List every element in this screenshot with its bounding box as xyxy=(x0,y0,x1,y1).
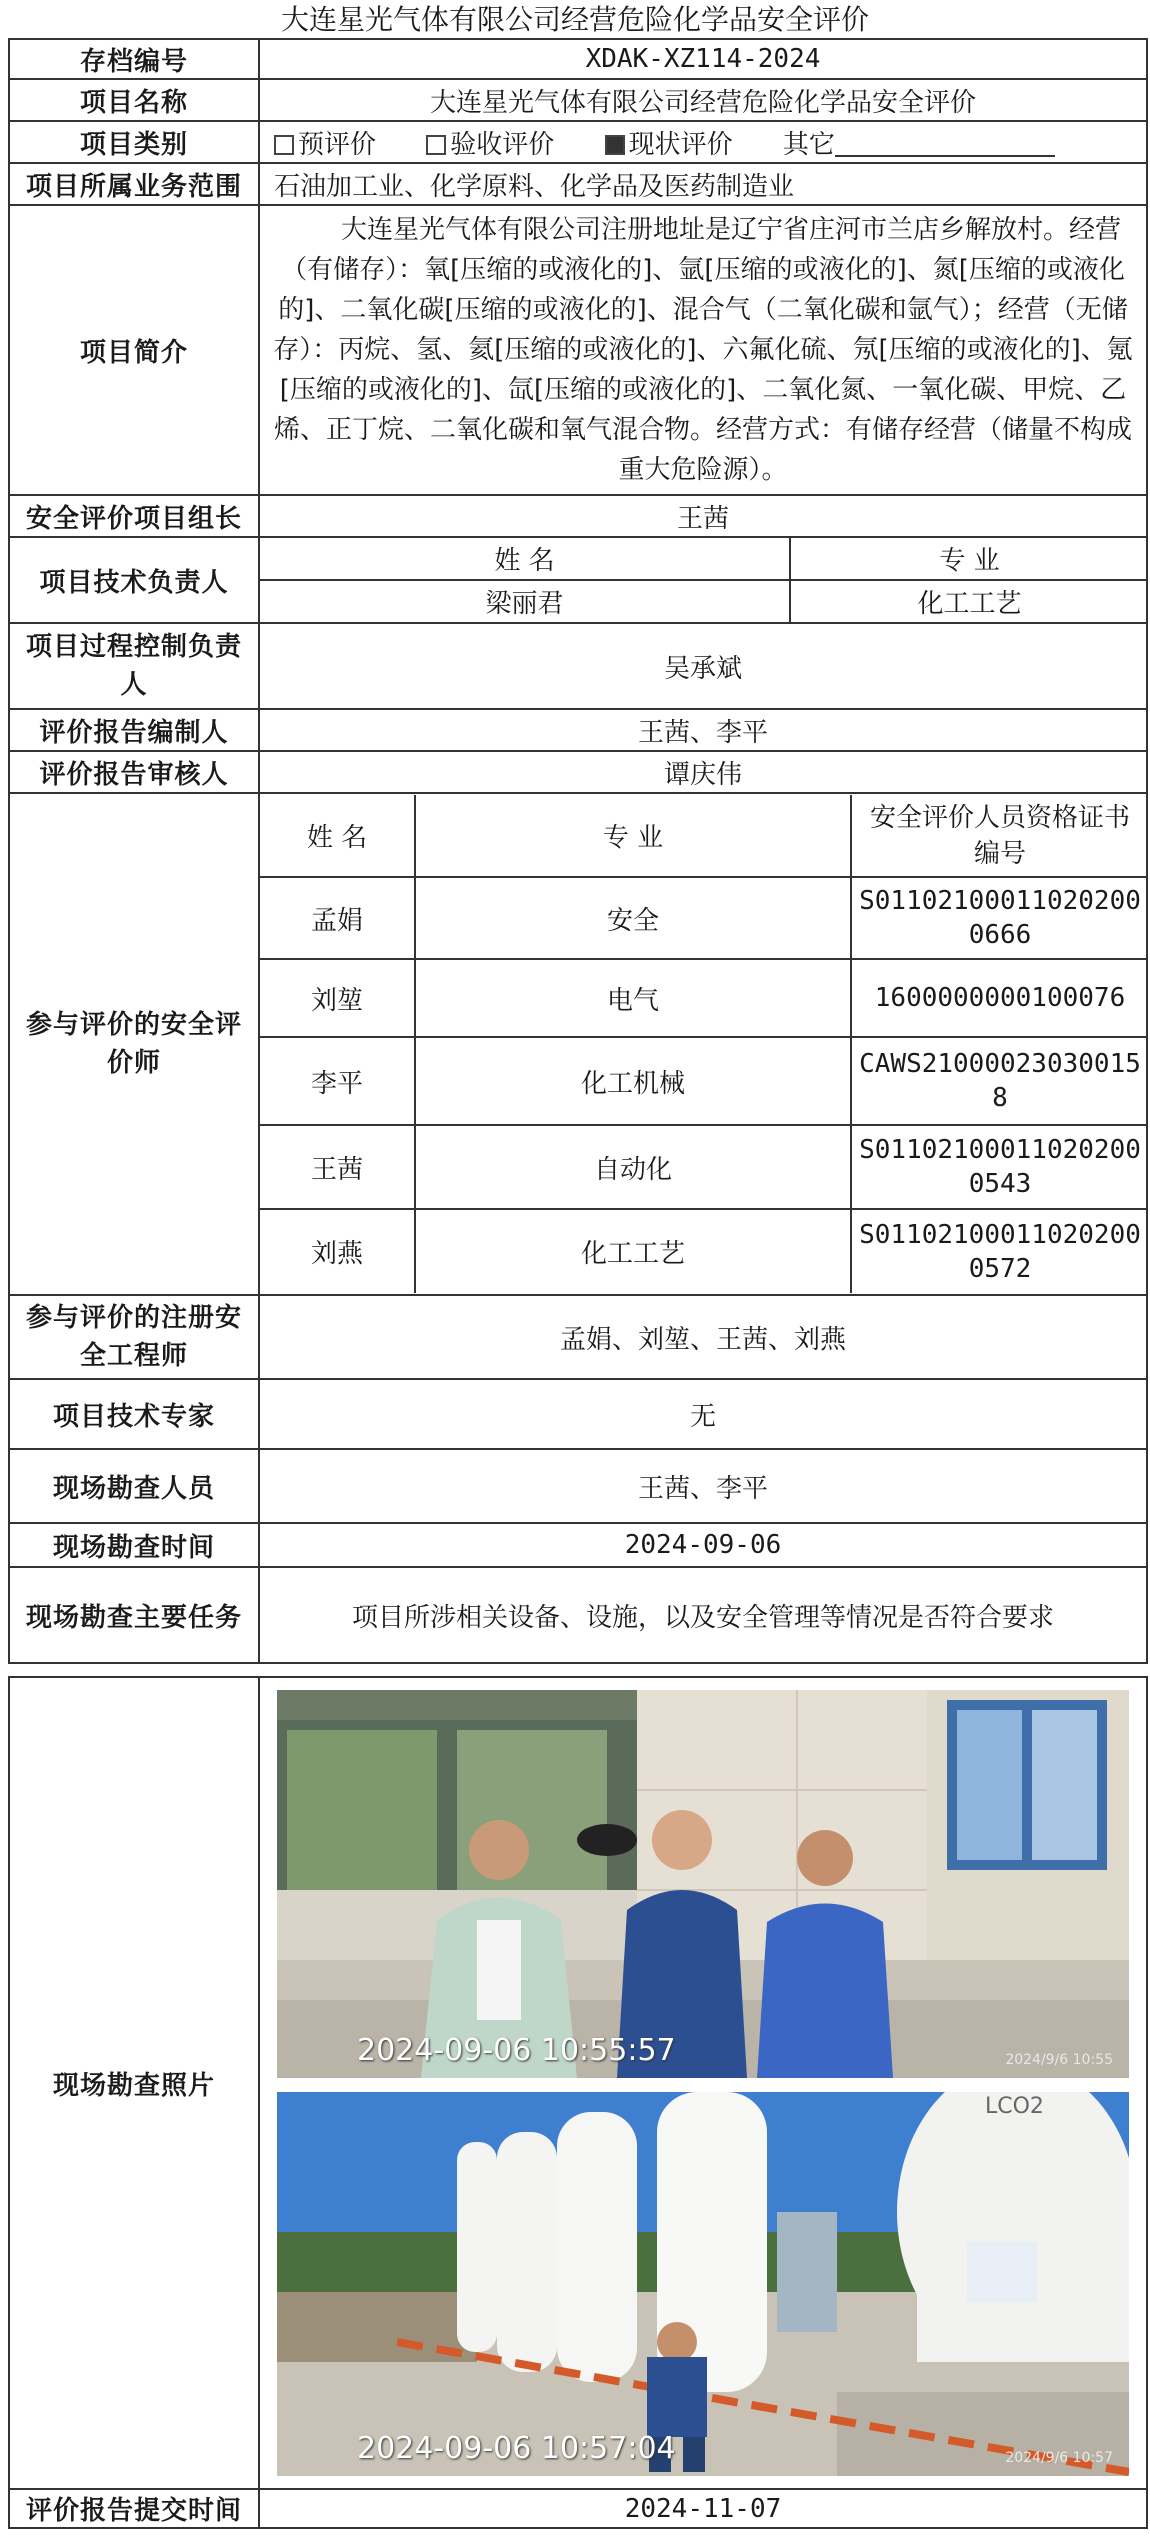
business-scope-label: 项目所属业务范围 xyxy=(9,163,259,205)
project-intro-value xyxy=(259,205,1147,495)
site-staff-label: 现场勘查人员 xyxy=(9,1449,259,1523)
tech-lead-label: 项目技术负责人 xyxy=(9,537,259,623)
row-process-lead xyxy=(9,623,1147,709)
project-intro-label: 项目简介 xyxy=(9,205,259,495)
site-photos-table xyxy=(8,1676,1148,2529)
row-project-intro xyxy=(9,205,1147,495)
row-submit-date xyxy=(9,2489,1147,2528)
photo-2-small-timestamp: 2024/9/6 10:57 xyxy=(1005,2450,1113,2466)
assessor-major: 电气 xyxy=(415,959,851,1037)
archive-no-value: XDAK-XZ114-2024 xyxy=(259,39,1147,79)
tech-lead-major-header: 专 业 xyxy=(790,538,1147,580)
document-title: 大连星光气体有限公司经营危险化学品安全评价 xyxy=(280,3,869,36)
assessor-name: 刘堃 xyxy=(260,959,415,1037)
photo-2-timestamp: 2024-09-06 10:57:04 xyxy=(357,2431,676,2466)
registered-engineers-value: 孟娟、刘堃、王茜、刘燕 xyxy=(259,1295,1147,1379)
process-lead-label: 项目过程控制负责人 xyxy=(9,623,259,709)
tech-expert-value: 无 xyxy=(259,1379,1147,1449)
row-site-photos xyxy=(9,1677,1147,2489)
assessor-cert: CAWS210000230300158 xyxy=(851,1037,1147,1125)
assessor-cert: S011021000110202000572 xyxy=(851,1209,1147,1293)
business-scope-value: 石油加工业、化学原料、化学品及医药制造业 xyxy=(259,163,1147,205)
assessor-cert: S011021000110202000666 xyxy=(851,877,1147,959)
row-tech-lead xyxy=(9,537,1147,623)
category-option-pre[interactable] xyxy=(274,130,376,160)
report-reviewer-label: 评价报告审核人 xyxy=(9,751,259,793)
process-lead-value: 吴承斌 xyxy=(259,623,1147,709)
row-report-author xyxy=(9,709,1147,751)
site-date-label: 现场勘查时间 xyxy=(9,1523,259,1567)
row-site-tasks xyxy=(9,1567,1147,1663)
project-name-label: 项目名称 xyxy=(9,79,259,121)
checkbox-checked-icon xyxy=(605,135,625,155)
checkbox-unchecked-icon xyxy=(274,135,294,155)
site-photo-2-image xyxy=(277,2092,1129,2476)
row-project-category xyxy=(9,121,1147,163)
tech-lead-name: 梁丽君 xyxy=(260,580,790,622)
assessor-major: 化工机械 xyxy=(415,1037,851,1125)
assessors-header-row xyxy=(260,795,1147,877)
row-report-reviewer xyxy=(9,751,1147,793)
tech-lead-major: 化工工艺 xyxy=(790,580,1147,622)
project-category-label: 项目类别 xyxy=(9,121,259,163)
row-business-scope xyxy=(9,163,1147,205)
archive-no-label: 存档编号 xyxy=(9,39,259,79)
category-option-acceptance-label: 验收评价 xyxy=(450,129,555,160)
assessor-name: 刘燕 xyxy=(260,1209,415,1293)
category-option-current-label: 现状评价 xyxy=(628,129,733,160)
assessor-major: 安全 xyxy=(415,877,851,959)
tech-lead-name-header: 姓 名 xyxy=(260,538,790,580)
assessment-form-table xyxy=(8,38,1148,1664)
submit-date-value: 2024-11-07 xyxy=(259,2489,1147,2528)
site-photo-1-image xyxy=(277,1690,1129,2078)
row-site-date xyxy=(9,1523,1147,1567)
assessor-name: 孟娟 xyxy=(260,877,415,959)
team-leader-label: 安全评价项目组长 xyxy=(9,495,259,537)
project-intro-text: 大连星光气体有限公司注册地址是辽宁省庄河市兰店乡解放村。经营（有储存）：氧[压缩的或液化的]、氩[压缩的或液化的]、氮[压缩的或液化的]、二氧化碳[压缩的或液化的]、混合气（二氧化碳和氩气）；经营（无储存）：丙烷、氢、氦[压缩的或液化的]、六氟化硫、氖[压缩的或液化的]、氪[压缩的或液化的]、氙[压缩的或液化的]、二氧化氮、一氧化碳、甲烷、乙烯、正丁烷、二氧化碳和氧气混合物。经营方式：有储存经营（储量不构成重大危险源）。 xyxy=(273,215,1133,485)
assessors-cell xyxy=(259,793,1147,1295)
assessor-name: 李平 xyxy=(260,1037,415,1125)
submit-date-label: 评价报告提交时间 xyxy=(9,2489,259,2528)
category-option-current[interactable] xyxy=(605,130,733,160)
report-author-label: 评价报告编制人 xyxy=(9,709,259,751)
photo-1-small-timestamp: 2024/9/6 10:55 xyxy=(1005,2052,1113,2068)
category-option-other-label: 其它 xyxy=(782,129,835,160)
category-option-other xyxy=(783,130,1055,160)
category-option-pre-label: 预评价 xyxy=(298,129,377,160)
category-option-acceptance[interactable] xyxy=(426,130,554,160)
assessors-header-cert: 安全评价人员资格证书编号 xyxy=(851,795,1147,877)
site-photos-cell xyxy=(259,1677,1147,2489)
site-date-value: 2024-09-06 xyxy=(259,1523,1147,1567)
site-staff-value: 王茜、李平 xyxy=(259,1449,1147,1523)
row-team-leader xyxy=(9,495,1147,537)
row-archive-no xyxy=(9,39,1147,79)
row-site-staff xyxy=(9,1449,1147,1523)
assessor-major: 自动化 xyxy=(415,1125,851,1209)
row-registered-engineers xyxy=(9,1295,1147,1379)
row-tech-expert xyxy=(9,1379,1147,1449)
table-row xyxy=(260,877,1147,959)
assessors-label: 参与评价的安全评价师 xyxy=(9,793,259,1295)
assessors-header-major: 专 业 xyxy=(415,795,851,877)
assessor-cert: S011021000110202000543 xyxy=(851,1125,1147,1209)
tech-expert-label: 项目技术专家 xyxy=(9,1379,259,1449)
table-row xyxy=(260,1125,1147,1209)
site-photos-label: 现场勘查照片 xyxy=(9,1677,259,2489)
site-tasks-value: 项目所涉相关设备、设施，以及安全管理等情况是否符合要求 xyxy=(259,1567,1147,1663)
assessors-header-name: 姓 名 xyxy=(260,795,415,877)
table-row xyxy=(260,1037,1147,1125)
assessor-name: 王茜 xyxy=(260,1125,415,1209)
checkbox-unchecked-icon xyxy=(426,135,446,155)
assessor-cert: 1600000000100076 xyxy=(851,959,1147,1037)
project-name-value: 大连星光气体有限公司经营危险化学品安全评价 xyxy=(259,79,1147,121)
row-assessors xyxy=(9,793,1147,1295)
photo-2-tank-label: LCO2 xyxy=(985,2094,1044,2119)
project-category-options xyxy=(259,121,1147,163)
table-row xyxy=(260,1209,1147,1293)
row-project-name xyxy=(9,79,1147,121)
team-leader-value: 王茜 xyxy=(259,495,1147,537)
site-photo-1 xyxy=(277,1690,1129,2078)
photo-1-timestamp: 2024-09-06 10:55:57 xyxy=(357,2033,676,2068)
assessor-major: 化工工艺 xyxy=(415,1209,851,1293)
site-photo-2 xyxy=(277,2092,1129,2476)
report-author-value: 王茜、李平 xyxy=(259,709,1147,751)
tech-lead-table xyxy=(260,538,1147,622)
site-tasks-label: 现场勘查主要任务 xyxy=(9,1567,259,1663)
registered-engineers-label: 参与评价的注册安全工程师 xyxy=(9,1295,259,1379)
assessors-table xyxy=(260,795,1147,1293)
tech-lead-cell xyxy=(259,537,1147,623)
report-reviewer-value: 谭庆伟 xyxy=(259,751,1147,793)
table-row xyxy=(260,959,1147,1037)
category-other-blank xyxy=(835,129,1055,157)
